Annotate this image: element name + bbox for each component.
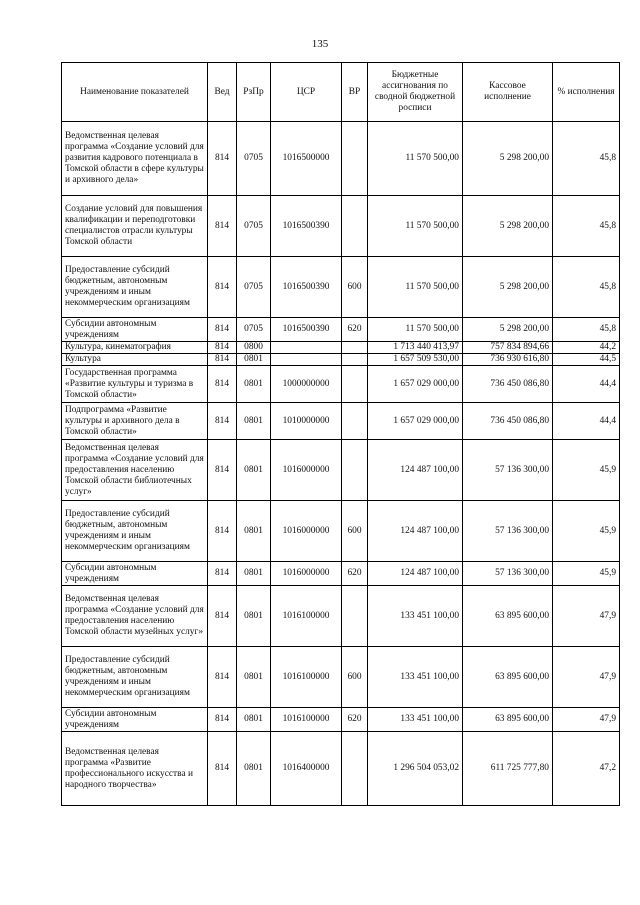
row-rzpr-cell: 0705 bbox=[237, 122, 271, 196]
row-cash-cell: 57 136 300,00 bbox=[463, 562, 553, 586]
row-vr-cell bbox=[342, 122, 368, 196]
row-ved-cell: 814 bbox=[208, 708, 237, 732]
row-budget-cell: 133 451 100,00 bbox=[368, 586, 463, 647]
row-percent-cell: 44,4 bbox=[553, 403, 620, 440]
row-ved-cell: 814 bbox=[208, 501, 237, 562]
row-cash-cell: 63 895 600,00 bbox=[463, 586, 553, 647]
table-row bbox=[62, 501, 620, 562]
row-cash-cell: 736 450 086,80 bbox=[463, 366, 553, 403]
row-rzpr-cell: 0801 bbox=[237, 708, 271, 732]
row-vr-cell bbox=[342, 732, 368, 806]
header-ved: Вед bbox=[208, 63, 237, 122]
row-ved-cell: 814 bbox=[208, 440, 237, 501]
row-rzpr-cell: 0801 bbox=[237, 403, 271, 440]
row-cash-cell: 611 725 777,80 bbox=[463, 732, 553, 806]
row-percent-cell: 45,9 bbox=[553, 562, 620, 586]
row-percent-cell: 47,9 bbox=[553, 708, 620, 732]
row-cash-cell: 5 298 200,00 bbox=[463, 318, 553, 342]
header-name: Наименование показателей bbox=[62, 63, 208, 122]
row-csr-cell bbox=[271, 354, 342, 366]
row-vr-cell bbox=[342, 354, 368, 366]
row-budget-cell: 124 487 100,00 bbox=[368, 440, 463, 501]
row-name-cell: Ведомственная целевая программа «Создание условий для предоставления населению Томской области библиотечных услуг» bbox=[62, 440, 208, 501]
row-budget-cell: 124 487 100,00 bbox=[368, 562, 463, 586]
row-budget-cell: 1 657 509 530,00 bbox=[368, 354, 463, 366]
row-percent-cell: 45,8 bbox=[553, 122, 620, 196]
table-row bbox=[62, 257, 620, 318]
row-csr-cell: 1010000000 bbox=[271, 403, 342, 440]
row-vr-cell: 600 bbox=[342, 647, 368, 708]
row-budget-cell: 1 296 504 053,02 bbox=[368, 732, 463, 806]
row-rzpr-cell: 0801 bbox=[237, 501, 271, 562]
row-percent-cell: 45,8 bbox=[553, 318, 620, 342]
row-name-cell: Субсидии автономным учреждениям bbox=[62, 318, 208, 342]
row-percent-cell: 47,9 bbox=[553, 647, 620, 708]
row-vr-cell bbox=[342, 440, 368, 501]
row-cash-cell: 63 895 600,00 bbox=[463, 647, 553, 708]
header-cash: Кассовое исполнение bbox=[463, 63, 553, 122]
row-vr-cell: 620 bbox=[342, 562, 368, 586]
row-ved-cell: 814 bbox=[208, 732, 237, 806]
row-ved-cell: 814 bbox=[208, 342, 237, 354]
row-vr-cell: 600 bbox=[342, 257, 368, 318]
header-vr: ВР bbox=[342, 63, 368, 122]
table-row bbox=[62, 647, 620, 708]
row-ved-cell: 814 bbox=[208, 403, 237, 440]
row-csr-cell: 1016000000 bbox=[271, 440, 342, 501]
row-rzpr-cell: 0801 bbox=[237, 440, 271, 501]
row-csr-cell: 1016000000 bbox=[271, 501, 342, 562]
row-vr-cell bbox=[342, 196, 368, 257]
row-budget-cell: 11 570 500,00 bbox=[368, 318, 463, 342]
budget-execution-table bbox=[61, 62, 620, 806]
row-csr-cell: 1016000000 bbox=[271, 562, 342, 586]
row-budget-cell: 124 487 100,00 bbox=[368, 501, 463, 562]
row-name-cell: Предоставление субсидий бюджетным, автономным учреждениям и иным некоммерческим организациям bbox=[62, 647, 208, 708]
row-vr-cell bbox=[342, 403, 368, 440]
row-percent-cell: 47,9 bbox=[553, 586, 620, 647]
row-cash-cell: 757 834 894,66 bbox=[463, 342, 553, 354]
header-budget: Бюджетные ассигнования по сводной бюджетной росписи bbox=[368, 63, 463, 122]
row-rzpr-cell: 0801 bbox=[237, 366, 271, 403]
row-cash-cell: 5 298 200,00 bbox=[463, 196, 553, 257]
row-budget-cell: 133 451 100,00 bbox=[368, 647, 463, 708]
row-budget-cell: 11 570 500,00 bbox=[368, 196, 463, 257]
row-percent-cell: 45,9 bbox=[553, 440, 620, 501]
row-ved-cell: 814 bbox=[208, 122, 237, 196]
row-cash-cell: 5 298 200,00 bbox=[463, 122, 553, 196]
row-cash-cell: 57 136 300,00 bbox=[463, 501, 553, 562]
row-csr-cell: 1016100000 bbox=[271, 647, 342, 708]
row-name-cell: Ведомственная целевая программа «Создание условий для развития кадрового потенциала в Томской области в сфере культуры и архивного дела» bbox=[62, 122, 208, 196]
row-percent-cell: 45,8 bbox=[553, 257, 620, 318]
row-csr-cell: 1016400000 bbox=[271, 732, 342, 806]
table-row bbox=[62, 196, 620, 257]
table-body bbox=[62, 122, 620, 806]
table-row bbox=[62, 366, 620, 403]
row-cash-cell: 5 298 200,00 bbox=[463, 257, 553, 318]
table-row bbox=[62, 354, 620, 366]
row-name-cell: Культура, кинематография bbox=[62, 342, 208, 354]
row-vr-cell bbox=[342, 342, 368, 354]
row-name-cell: Ведомственная целевая программа «Создание условий для предоставления населению Томской области музейных услуг» bbox=[62, 586, 208, 647]
row-vr-cell: 620 bbox=[342, 318, 368, 342]
row-percent-cell: 47,2 bbox=[553, 732, 620, 806]
row-ved-cell: 814 bbox=[208, 366, 237, 403]
table-row bbox=[62, 732, 620, 806]
row-ved-cell: 814 bbox=[208, 562, 237, 586]
row-ved-cell: 814 bbox=[208, 647, 237, 708]
row-rzpr-cell: 0705 bbox=[237, 318, 271, 342]
row-csr-cell: 1016500390 bbox=[271, 318, 342, 342]
row-percent-cell: 44,2 bbox=[553, 342, 620, 354]
row-vr-cell bbox=[342, 586, 368, 647]
row-csr-cell bbox=[271, 342, 342, 354]
row-budget-cell: 1 657 029 000,00 bbox=[368, 366, 463, 403]
row-cash-cell: 736 450 086,80 bbox=[463, 403, 553, 440]
row-percent-cell: 44,5 bbox=[553, 354, 620, 366]
row-ved-cell: 814 bbox=[208, 196, 237, 257]
row-name-cell: Предоставление субсидий бюджетным, автономным учреждениям и иным некоммерческим организациям bbox=[62, 257, 208, 318]
row-name-cell: Ведомственная целевая программа «Развитие профессионального искусства и народного творчества» bbox=[62, 732, 208, 806]
row-ved-cell: 814 bbox=[208, 354, 237, 366]
row-csr-cell: 1016100000 bbox=[271, 586, 342, 647]
row-csr-cell: 1016100000 bbox=[271, 708, 342, 732]
row-name-cell: Государственная программа «Развитие культуры и туризма в Томской области» bbox=[62, 366, 208, 403]
row-rzpr-cell: 0800 bbox=[237, 342, 271, 354]
row-cash-cell: 63 895 600,00 bbox=[463, 708, 553, 732]
row-ved-cell: 814 bbox=[208, 586, 237, 647]
row-vr-cell: 620 bbox=[342, 708, 368, 732]
row-name-cell: Создание условий для повышения квалификации и переподготовки специалистов отрасли культуры Томской области bbox=[62, 196, 208, 257]
row-rzpr-cell: 0801 bbox=[237, 732, 271, 806]
table-row bbox=[62, 403, 620, 440]
row-cash-cell: 736 930 616,80 bbox=[463, 354, 553, 366]
row-budget-cell: 133 451 100,00 bbox=[368, 708, 463, 732]
row-rzpr-cell: 0801 bbox=[237, 586, 271, 647]
table-header-row bbox=[62, 63, 620, 122]
row-rzpr-cell: 0801 bbox=[237, 562, 271, 586]
row-percent-cell: 45,9 bbox=[553, 501, 620, 562]
table-row bbox=[62, 342, 620, 354]
page-number: 135 bbox=[311, 38, 329, 50]
row-csr-cell: 1016500390 bbox=[271, 257, 342, 318]
row-name-cell: Подпрограмма «Развитие культуры и архивного дела в Томской области» bbox=[62, 403, 208, 440]
header-percent: % исполнения bbox=[553, 63, 620, 122]
row-percent-cell: 45,8 bbox=[553, 196, 620, 257]
row-percent-cell: 44,4 bbox=[553, 366, 620, 403]
row-ved-cell: 814 bbox=[208, 318, 237, 342]
row-name-cell: Субсидии автономным учреждениям bbox=[62, 562, 208, 586]
row-ved-cell: 814 bbox=[208, 257, 237, 318]
header-csr: ЦСР bbox=[271, 63, 342, 122]
row-name-cell: Субсидии автономным учреждениям bbox=[62, 708, 208, 732]
row-rzpr-cell: 0705 bbox=[237, 196, 271, 257]
row-vr-cell: 600 bbox=[342, 501, 368, 562]
row-name-cell: Культура bbox=[62, 354, 208, 366]
row-budget-cell: 11 570 500,00 bbox=[368, 257, 463, 318]
table-row bbox=[62, 318, 620, 342]
row-csr-cell: 1016500000 bbox=[271, 122, 342, 196]
row-rzpr-cell: 0705 bbox=[237, 257, 271, 318]
row-vr-cell bbox=[342, 366, 368, 403]
table-row bbox=[62, 562, 620, 586]
row-cash-cell: 57 136 300,00 bbox=[463, 440, 553, 501]
header-rzpr: РзПр bbox=[237, 63, 271, 122]
row-budget-cell: 11 570 500,00 bbox=[368, 122, 463, 196]
row-rzpr-cell: 0801 bbox=[237, 354, 271, 366]
row-name-cell: Предоставление субсидий бюджетным, автономным учреждениям и иным некоммерческим организациям bbox=[62, 501, 208, 562]
row-csr-cell: 1000000000 bbox=[271, 366, 342, 403]
row-budget-cell: 1 713 440 413,97 bbox=[368, 342, 463, 354]
table-row bbox=[62, 440, 620, 501]
row-budget-cell: 1 657 029 000,00 bbox=[368, 403, 463, 440]
table-row bbox=[62, 586, 620, 647]
table-row bbox=[62, 122, 620, 196]
table-row bbox=[62, 708, 620, 732]
row-rzpr-cell: 0801 bbox=[237, 647, 271, 708]
row-csr-cell: 1016500390 bbox=[271, 196, 342, 257]
